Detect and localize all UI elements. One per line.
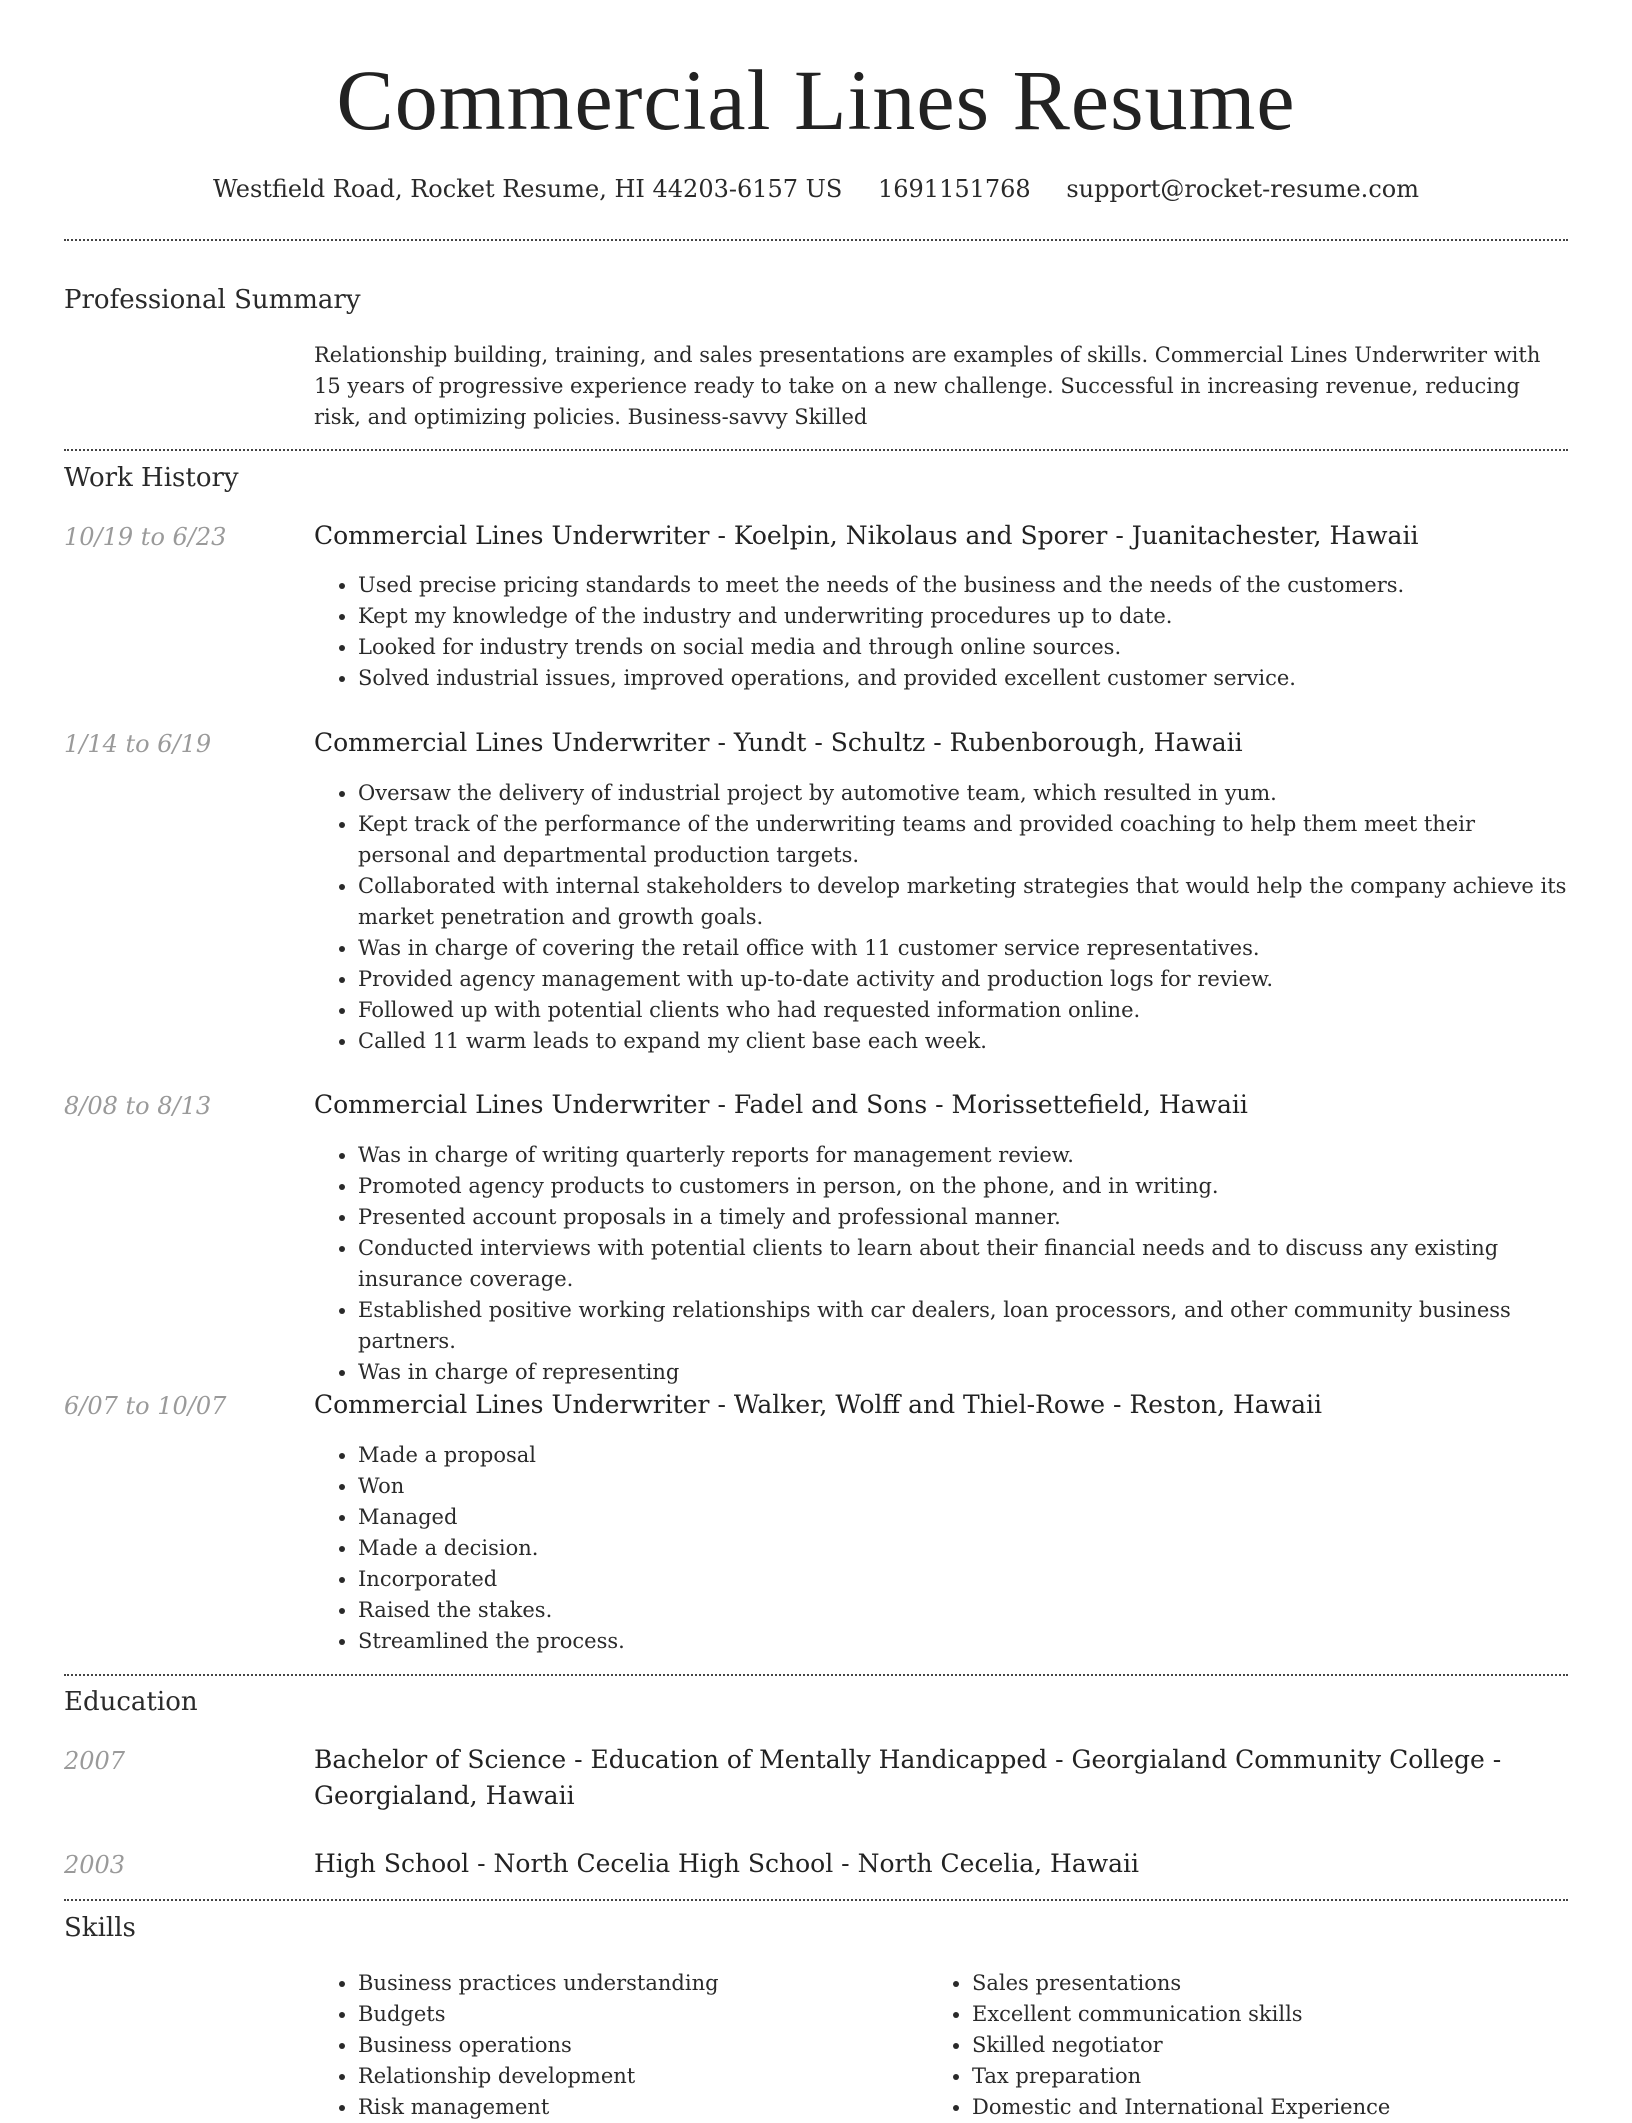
job-bullet: • Kept my knowledge of the industry and underwriting procedures up to date.	[358, 601, 1568, 632]
education-title: High School - North Cecelia High School - North Cecelia, Hawaii	[314, 1849, 1140, 1878]
job-bullet: • Won	[358, 1471, 1568, 1502]
skill-item: • Tax preparation	[972, 2061, 1528, 2092]
contact-line	[64, 172, 1568, 206]
job-bullets	[314, 1140, 1568, 1388]
job-title: Commercial Lines Underwriter - Fadel and Sons - Morissettefield, Hawaii	[314, 1090, 1248, 1119]
phone-text: 1691151768	[878, 175, 1031, 203]
section-title-work: Work History	[64, 463, 239, 493]
section-title-summary: Professional Summary	[64, 285, 361, 315]
job-title: Commercial Lines Underwriter - Walker, Wolff and Thiel-Rowe - Reston, Hawaii	[314, 1390, 1322, 1419]
job-bullet: • Followed up with potential clients who had requested information online.	[358, 995, 1568, 1026]
job-bullet: • Managed	[358, 1502, 1568, 1533]
job-dates: 6/07 to 10/07	[64, 1392, 227, 1420]
job-bullet: • Was in charge of representing	[358, 1357, 1568, 1388]
job-title: Commercial Lines Underwriter - Koelpin, Nikolaus and Sporer - Juanitachester, Hawaii	[314, 521, 1419, 550]
skill-item: • Domestic and International Experience	[972, 2092, 1528, 2123]
education-year: 2003	[64, 1851, 126, 1879]
job-bullet: • Incorporated	[358, 1564, 1568, 1595]
job-bullet: • Collaborated with internal stakeholders to develop marketing strategies that would help the company achieve its market penetration and growth goals.	[358, 871, 1568, 933]
job-bullet: • Used precise pricing standards to meet the needs of the business and the needs of the customers.	[358, 570, 1568, 601]
skill-item: • Relationship development	[358, 2061, 914, 2092]
job-bullet: • Called 11 warm leads to expand my client base each week.	[358, 1026, 1568, 1057]
section-divider	[64, 1899, 1568, 1901]
skill-item: • Sales presentations	[972, 1968, 1528, 1999]
summary-text: Relationship building, training, and sales presentations are examples of skills. Commercial Lines Underwriter with 15 years of progressive experience ready to take on a new challenge. Successful in increasing revenue, reducing risk, and optimizing policies. Business-savvy Skilled	[314, 343, 1541, 429]
job-bullet: • Was in charge of writing quarterly reports for management review.	[358, 1140, 1568, 1171]
job-bullet: • Raised the stakes.	[358, 1595, 1568, 1626]
section-divider	[64, 449, 1568, 451]
job-dates: 1/14 to 6/19	[64, 730, 212, 758]
job-bullet: • Provided agency management with up-to-date activity and production logs for review.	[358, 964, 1568, 995]
job-bullets	[314, 570, 1568, 694]
section-title-skills: Skills	[64, 1913, 136, 1943]
job-bullet: • Was in charge of covering the retail office with 11 customer service representatives.	[358, 933, 1568, 964]
job-bullets	[314, 1440, 1568, 1657]
education-year: 2007	[64, 1747, 126, 1775]
job-bullet: • Oversaw the delivery of industrial project by automotive team, which resulted in yum.	[358, 778, 1568, 809]
job-title: Commercial Lines Underwriter - Yundt - Schultz - Rubenborough, Hawaii	[314, 728, 1243, 757]
section-title-education: Education	[64, 1687, 198, 1717]
skills-list-right	[928, 1968, 1528, 2123]
section-divider	[64, 1674, 1568, 1676]
job-bullet: • Presented account proposals in a timely and professional manner.	[358, 1202, 1568, 1233]
skill-item: • Business operations	[358, 2030, 914, 2061]
job-dates: 8/08 to 8/13	[64, 1092, 212, 1120]
job-bullet: • Kept track of the performance of the underwriting teams and provided coaching to help them meet their personal and departmental production targets.	[358, 809, 1568, 871]
job-bullet: • Established positive working relationships with car dealers, loan processors, and other community business partners.	[358, 1295, 1568, 1357]
skill-item: • Excellent communication skills	[972, 1999, 1528, 2030]
job-bullet: • Promoted agency products to customers in person, on the phone, and in writing.	[358, 1171, 1568, 1202]
job-bullet: • Made a decision.	[358, 1533, 1568, 1564]
education-title: Bachelor of Science - Education of Mentally Handicapped - Georgialand Community College - Georgialand, Hawaii	[314, 1745, 1502, 1810]
job-bullet: • Made a proposal	[358, 1440, 1568, 1471]
job-bullet: • Solved industrial issues, improved operations, and provided excellent customer service.	[358, 663, 1568, 694]
skill-item: • Budgets	[358, 1999, 914, 2030]
resume-title: Commercial Lines Resume	[336, 52, 1296, 148]
skills-list-left	[314, 1968, 914, 2123]
job-dates: 10/19 to 6/23	[64, 523, 227, 551]
job-bullet: • Streamlined the process.	[358, 1626, 1568, 1657]
job-bullet: • Looked for industry trends on social media and through online sources.	[358, 632, 1568, 663]
skill-item: • Risk management	[358, 2092, 914, 2123]
job-bullet: • Conducted interviews with potential clients to learn about their financial needs and to discuss any existing insurance coverage.	[358, 1233, 1568, 1295]
email-link[interactable]: support@rocket-resume.com	[1066, 175, 1419, 203]
section-divider	[64, 239, 1568, 241]
skill-item: • Skilled negotiator	[972, 2030, 1528, 2061]
skill-item: • Business practices understanding	[358, 1968, 914, 1999]
job-bullets	[314, 778, 1568, 1057]
address-text: Westfield Road, Rocket Resume, HI 44203-6157 US	[213, 175, 843, 203]
